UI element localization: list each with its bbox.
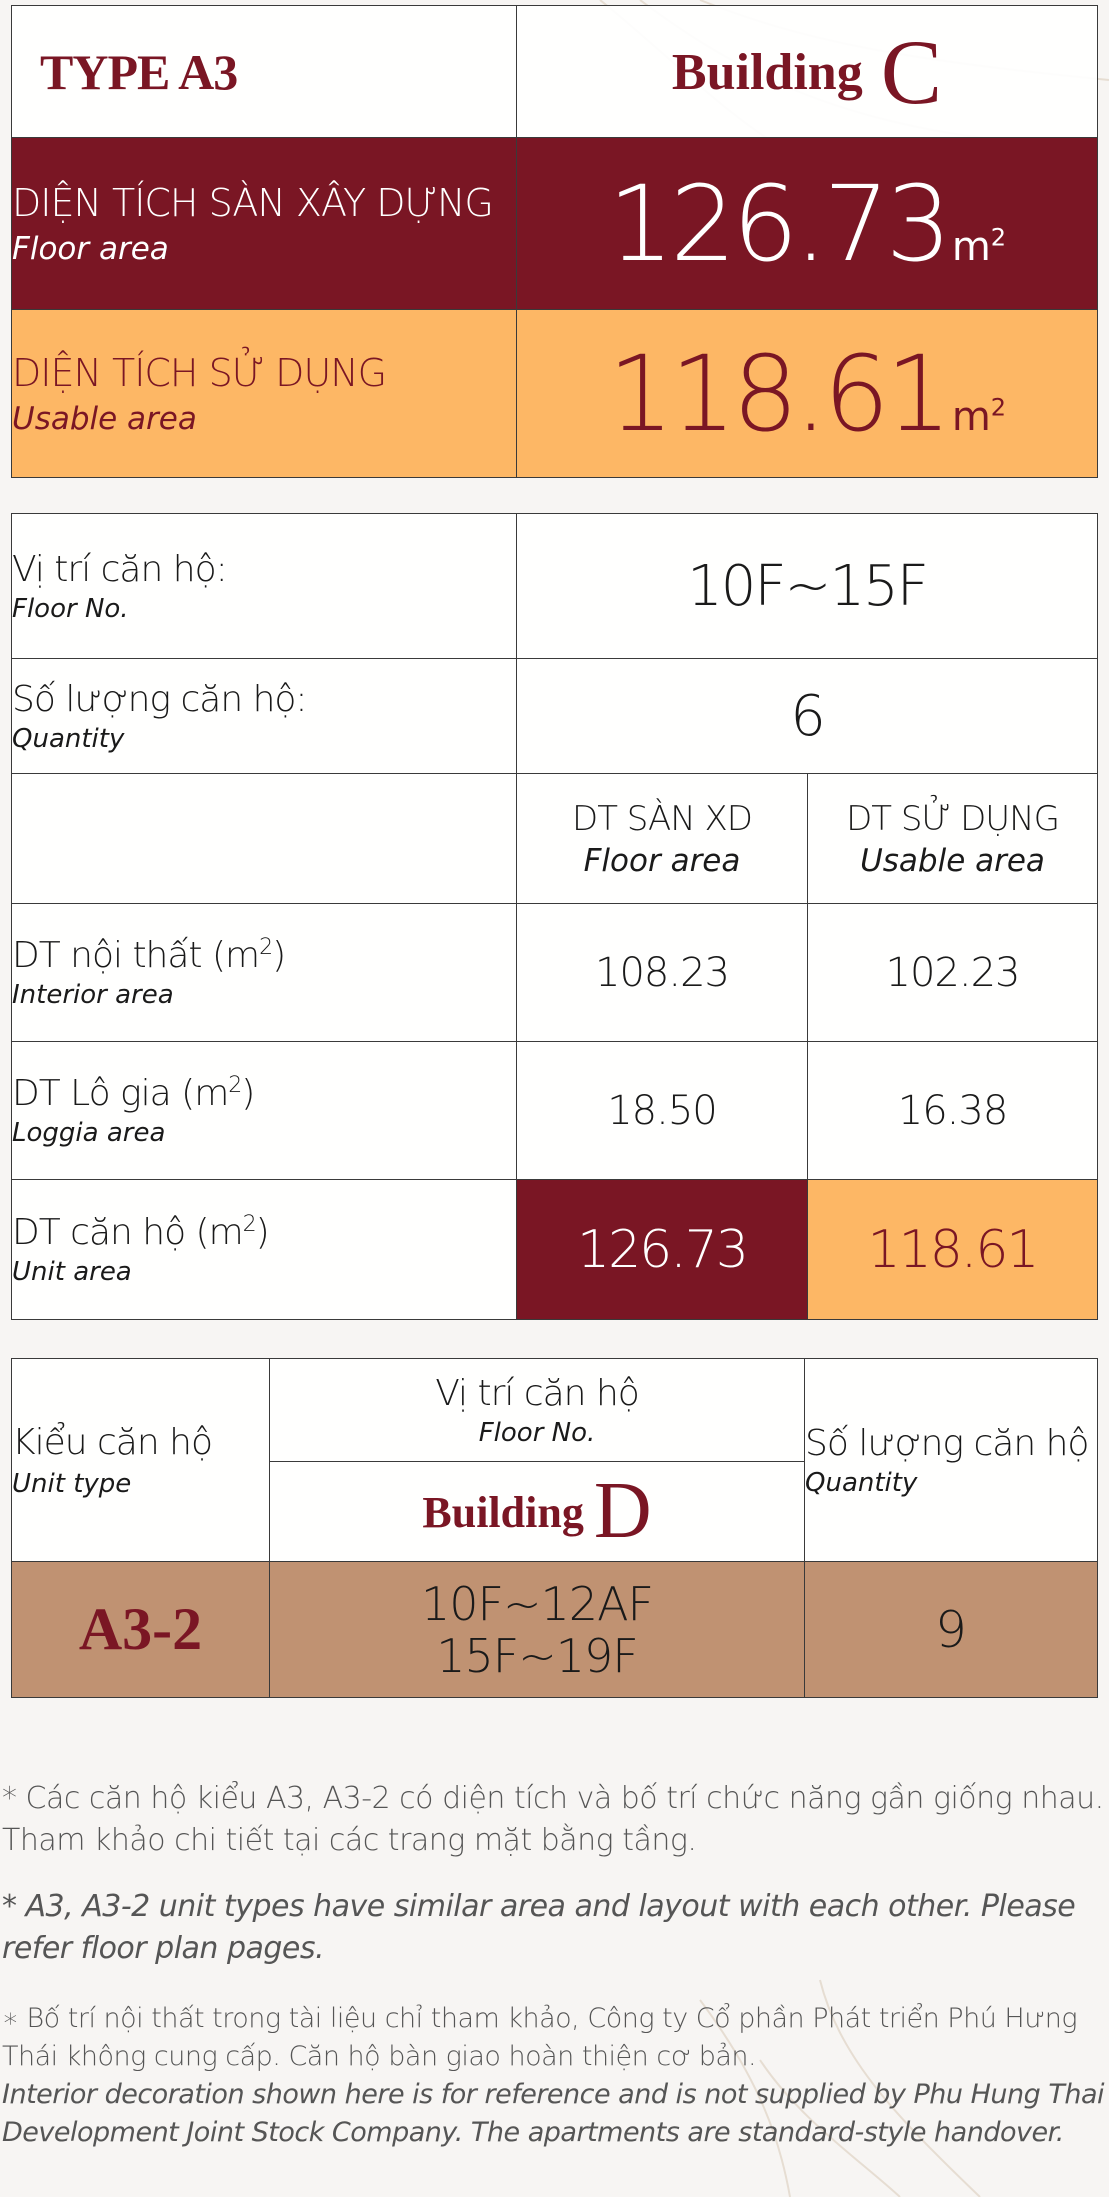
usable-area-label-cell — [12, 310, 517, 478]
label-sup: 2 — [259, 935, 273, 960]
usable-area-unit — [952, 394, 1006, 440]
quantity-label-en: Quantity — [12, 723, 125, 754]
floor-area-label-cell — [12, 138, 517, 310]
note-en: * A3, A3-2 unit types have similar area and layout with each other. Please refer floor plan pages. — [2, 1889, 1076, 1966]
floor-area-row — [12, 138, 1098, 310]
unit-floors-line1: 10F~12AF — [421, 1576, 653, 1631]
note-vn: * Các căn hộ kiểu A3, A3-2 có diện tích và bố trí chức năng gần giống nhau. Tham khảo chi tiết tại các trang mặt bằng tầng. — [2, 1781, 1104, 1858]
unit-m: m — [951, 393, 991, 440]
unit-code: A3-2 — [12, 1562, 270, 1698]
label-sup: 2 — [228, 1073, 242, 1098]
empty-header-cell — [12, 774, 517, 904]
quantity-label-vn: Số lượng căn hộ: — [12, 678, 307, 720]
unit-qty-value: 9 — [805, 1562, 1098, 1698]
floor-area-label-en: Floor area — [12, 230, 169, 267]
loggia-usable-value: 16.38 — [808, 1042, 1098, 1180]
unit-area-label-vn — [12, 1212, 516, 1253]
unit-m: m — [951, 223, 991, 270]
title-row — [12, 6, 1098, 138]
unit-type-label-vn: Kiểu căn hộ — [12, 1421, 212, 1463]
unit-sup: 2 — [990, 393, 1007, 422]
floor-no-label-cell — [12, 514, 517, 659]
type-title: TYPE A3 — [40, 43, 238, 100]
floor-no-row — [12, 514, 1098, 659]
usable-area-label-vn: DIỆN TÍCH SỬ DỤNG — [12, 350, 387, 395]
unit-type-table — [11, 1358, 1098, 1698]
usable-area-label-en: Usable area — [12, 400, 197, 437]
unit-data-row — [12, 1562, 1098, 1698]
building-d-cell — [270, 1462, 805, 1562]
building-d-word: Building — [422, 1488, 584, 1537]
interior-area-label-cell — [12, 904, 517, 1042]
unit-type-header — [12, 1359, 270, 1562]
quantity-value: 6 — [517, 659, 1098, 774]
interior-area-row — [12, 904, 1098, 1042]
floor-no-label-en: Floor No. — [12, 593, 129, 624]
loggia-area-label-cell — [12, 1042, 517, 1180]
loggia-area-label-en: Loggia area — [12, 1118, 166, 1148]
interior-area-label-en: Interior area — [12, 980, 174, 1010]
building-word: Building — [671, 43, 863, 101]
floor-area-unit — [952, 224, 1006, 270]
building-c-cell — [517, 6, 1098, 138]
unit-area-label-en: Unit area — [12, 1257, 132, 1287]
unit-area-row — [12, 1180, 1098, 1320]
label-close: ) — [272, 935, 286, 976]
unit-qty-label-en: Quantity — [805, 1467, 918, 1498]
quantity-label-cell — [12, 659, 517, 774]
label-text: DT căn hộ (m — [12, 1212, 243, 1253]
unit-floor-label-vn: Vị trí căn hộ — [435, 1372, 639, 1414]
floor-no-label-vn: Vị trí căn hộ: — [12, 548, 227, 590]
unit-sup: 2 — [990, 223, 1007, 252]
unit-floor-header — [270, 1359, 805, 1462]
unit-floors-line2: 15F~19F — [436, 1628, 638, 1683]
floor-no-value: 10F~15F — [517, 514, 1098, 659]
label-text: DT Lô gia (m — [12, 1073, 229, 1114]
unit-floors-cell — [270, 1562, 805, 1698]
label-text: DT nội thất (m — [12, 935, 260, 976]
col-floor-area-vn: DT SÀN XD — [572, 798, 752, 839]
type-title-cell — [12, 6, 517, 138]
unit-header-row-1 — [12, 1359, 1098, 1462]
col-floor-area-en: Floor area — [583, 842, 741, 879]
footnotes — [2, 1778, 1106, 2152]
unit-floor-label-en: Floor No. — [478, 1417, 596, 1448]
loggia-area-label-vn — [12, 1073, 516, 1114]
usable-area-row — [12, 310, 1098, 478]
label-close: ) — [241, 1073, 255, 1114]
floor-area-value: 126.73 — [607, 162, 948, 285]
unit-floor-value: 126.73 — [517, 1180, 808, 1320]
interior-area-label-vn — [12, 935, 516, 976]
col-usable-area-header — [808, 774, 1098, 904]
usable-area-value-cell — [517, 310, 1098, 478]
summary-table — [11, 5, 1098, 478]
unit-usable-value: 118.61 — [808, 1180, 1098, 1320]
loggia-floor-value: 18.50 — [517, 1042, 808, 1180]
floor-area-label-vn: DIỆN TÍCH SÀN XÂY DỰNG — [12, 180, 493, 225]
interior-floor-value: 108.23 — [517, 904, 808, 1042]
col-usable-area-en: Usable area — [860, 842, 1045, 879]
col-usable-area-vn: DT SỬ DỤNG — [846, 798, 1059, 839]
unit-qty-header — [805, 1359, 1098, 1562]
quantity-row — [12, 659, 1098, 774]
unit-type-label-en: Unit type — [12, 1468, 132, 1499]
column-header-row — [12, 774, 1098, 904]
building-d-letter: D — [593, 1467, 652, 1555]
label-sup: 2 — [242, 1212, 256, 1237]
col-floor-area-header — [517, 774, 808, 904]
unit-qty-label-vn: Số lượng căn hộ — [805, 1422, 1089, 1464]
usable-area-value: 118.61 — [607, 332, 948, 455]
label-close: ) — [255, 1212, 269, 1253]
building-letter: C — [880, 20, 943, 123]
disclaimer-en: Interior decoration shown here is for reference and is not supplied by Phu Hung Thai Development Joint Stock Company. The apartments are standard-style handover. — [2, 2079, 1104, 2148]
loggia-area-row — [12, 1042, 1098, 1180]
unit-area-label-cell — [12, 1180, 517, 1320]
disclaimer-vn: ∗ Bố trí nội thất trong tài liệu chỉ tham khảo, Công ty Cổ phần Phát triển Phú Hưng Thái không cung cấp. Căn hộ bàn giao hoàn thiện cơ bản. — [2, 2003, 1078, 2072]
floor-area-value-cell — [517, 138, 1098, 310]
interior-usable-value: 102.23 — [808, 904, 1098, 1042]
details-table — [11, 513, 1098, 1320]
